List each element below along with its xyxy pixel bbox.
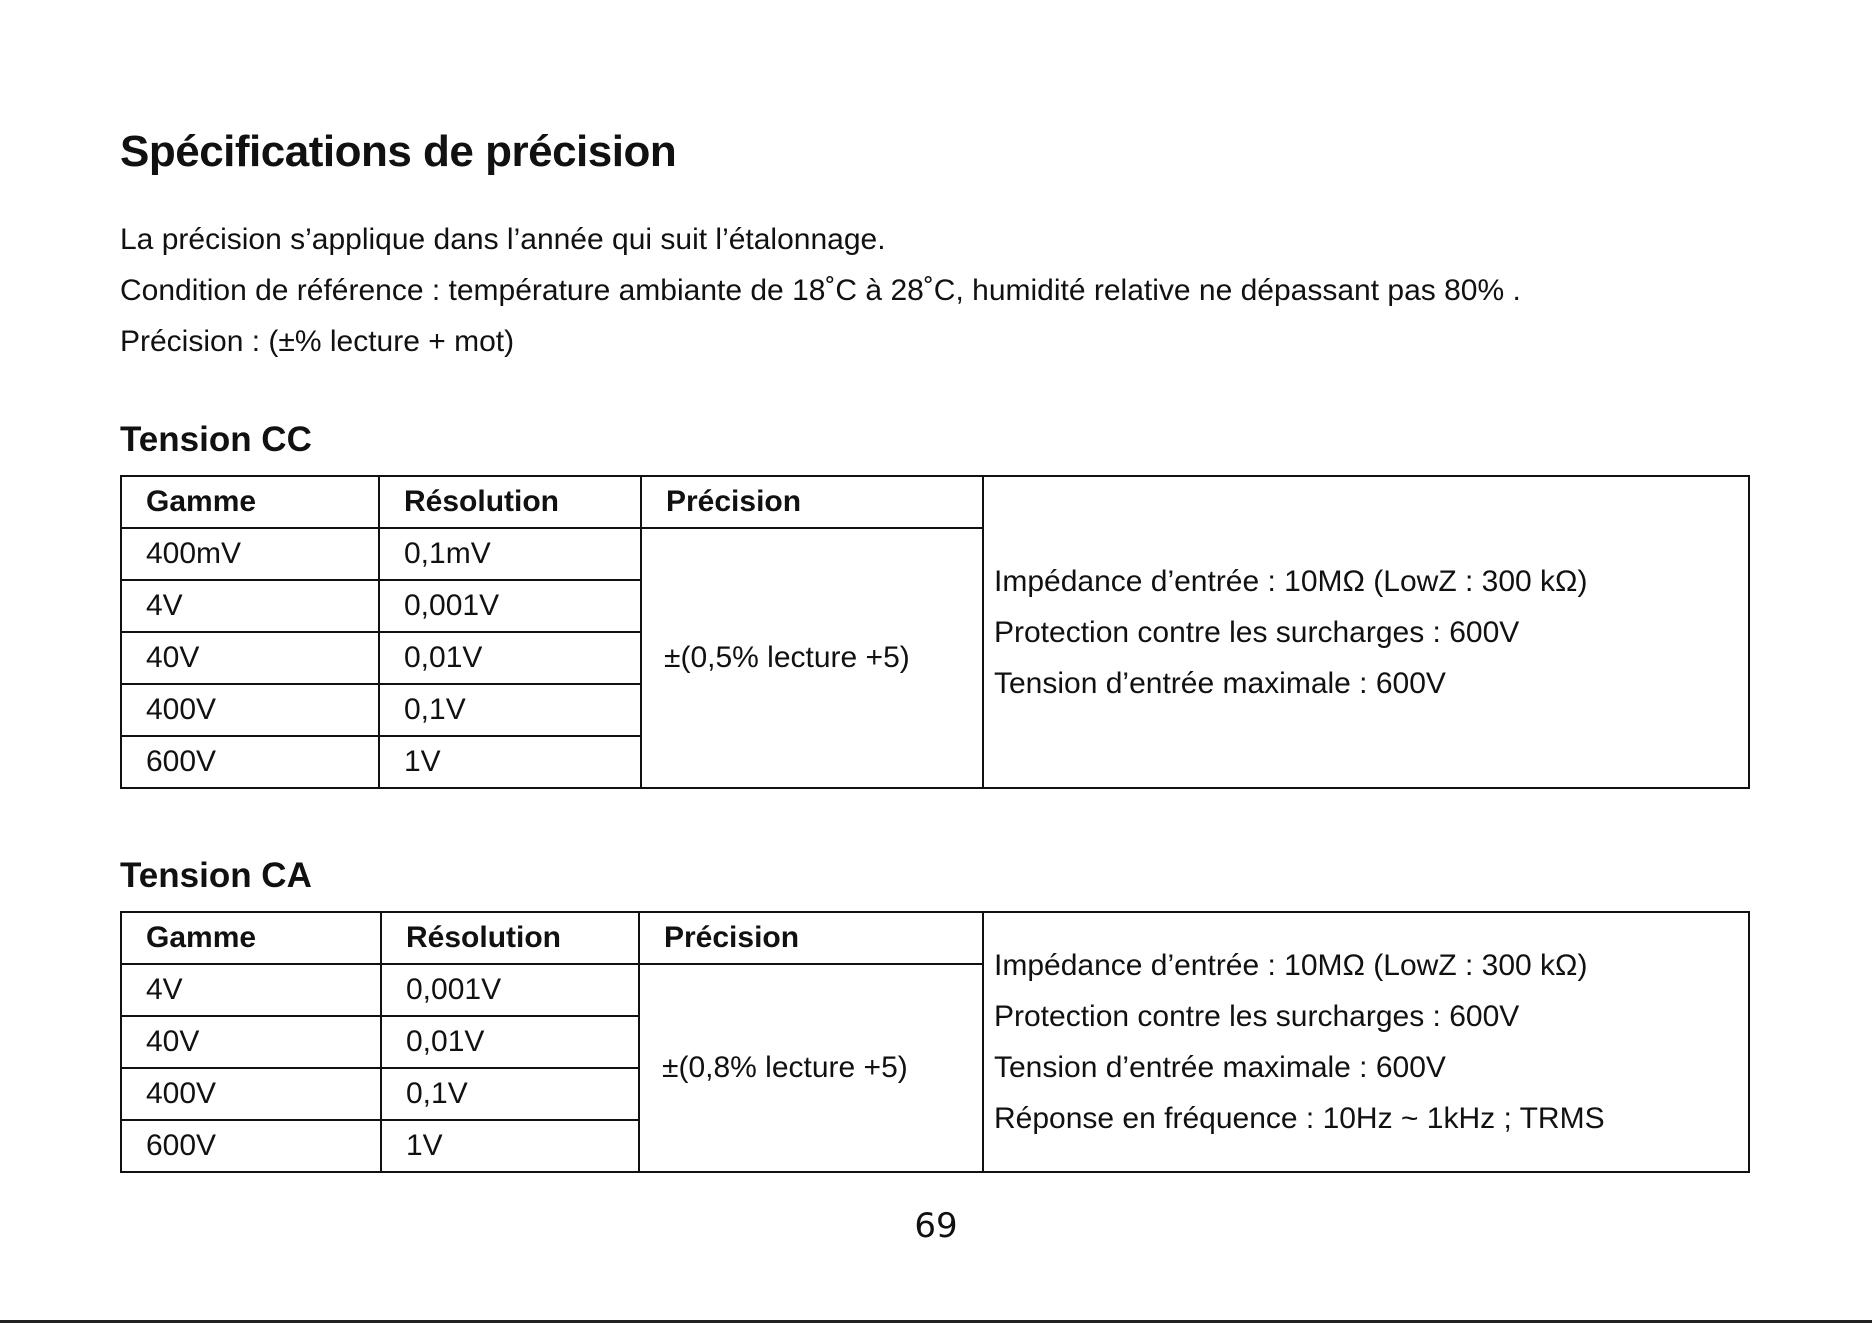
cell-precision: ±(0,8% lecture +5): [639, 964, 983, 1172]
cell-range: 400mV: [121, 528, 379, 580]
table-header-row: [121, 912, 1749, 964]
cell-resolution: 0,001V: [381, 964, 639, 1016]
cell-resolution: 0,001V: [379, 580, 641, 632]
note-input-impedance: Impédance d’entrée : 10MΩ (LowZ : 300 kΩ): [994, 949, 1588, 982]
cell-resolution: 0,1V: [379, 684, 641, 736]
cell-resolution: 0,01V: [379, 632, 641, 684]
cell-range: 600V: [121, 1120, 381, 1172]
header-range: Gamme: [121, 912, 381, 964]
section-title-ac-voltage: Tension CA: [120, 856, 312, 895]
header-range: Gamme: [121, 476, 379, 528]
intro-line-precision-format: Précision : (±% lecture + mot): [120, 325, 515, 358]
cell-resolution: 0,1mV: [379, 528, 641, 580]
ac-voltage-table: [120, 911, 1750, 1173]
cell-resolution: 1V: [381, 1120, 639, 1172]
cell-resolution: 1V: [379, 736, 641, 788]
note-max-input-voltage: Tension d’entrée maximale : 600V: [994, 666, 1446, 700]
cell-resolution: 0,1V: [381, 1068, 639, 1120]
note-overload-protection: Protection contre les surcharges : 600V: [994, 1000, 1520, 1033]
cell-resolution: 0,01V: [381, 1016, 639, 1068]
bottom-rule: [0, 1320, 1872, 1323]
table-header-row: [121, 476, 1749, 528]
note-frequency-response: Réponse en fréquence : 10Hz ~ 1kHz ; TRMS: [994, 1102, 1605, 1135]
page-number: 69: [914, 1206, 958, 1246]
ac-notes: [983, 912, 1749, 1172]
intro-text: [120, 214, 1521, 367]
cell-precision: ±(0,5% lecture +5): [641, 528, 983, 788]
note-max-input-voltage: Tension d’entrée maximale : 600V: [994, 1051, 1446, 1084]
page-title: Spécifications de précision: [120, 127, 677, 176]
header-resolution: Résolution: [379, 476, 641, 528]
cell-range: 40V: [121, 632, 379, 684]
note-input-impedance: Impédance d’entrée : 10MΩ (LowZ : 300 kΩ): [994, 564, 1588, 598]
cell-range: 40V: [121, 1016, 381, 1068]
dc-notes: [983, 476, 1749, 788]
intro-line-reference-conditions: Condition de référence : température ambiante de 18˚C à 28˚C, humidité relative ne dépassant pas 80% .: [120, 274, 1521, 307]
cell-range: 400V: [121, 684, 379, 736]
note-overload-protection: Protection contre les surcharges : 600V: [994, 615, 1520, 649]
section-title-dc-voltage: Tension CC: [120, 420, 312, 459]
header-resolution: Résolution: [381, 912, 639, 964]
header-precision: Précision: [639, 912, 983, 964]
cell-range: 600V: [121, 736, 379, 788]
cell-range: 4V: [121, 964, 381, 1016]
intro-line-validity: La précision s’applique dans l’année qui suit l’étalonnage.: [120, 223, 886, 256]
dc-voltage-table: [120, 475, 1750, 789]
cell-range: 4V: [121, 580, 379, 632]
cell-range: 400V: [121, 1068, 381, 1120]
header-precision: Précision: [641, 476, 983, 528]
